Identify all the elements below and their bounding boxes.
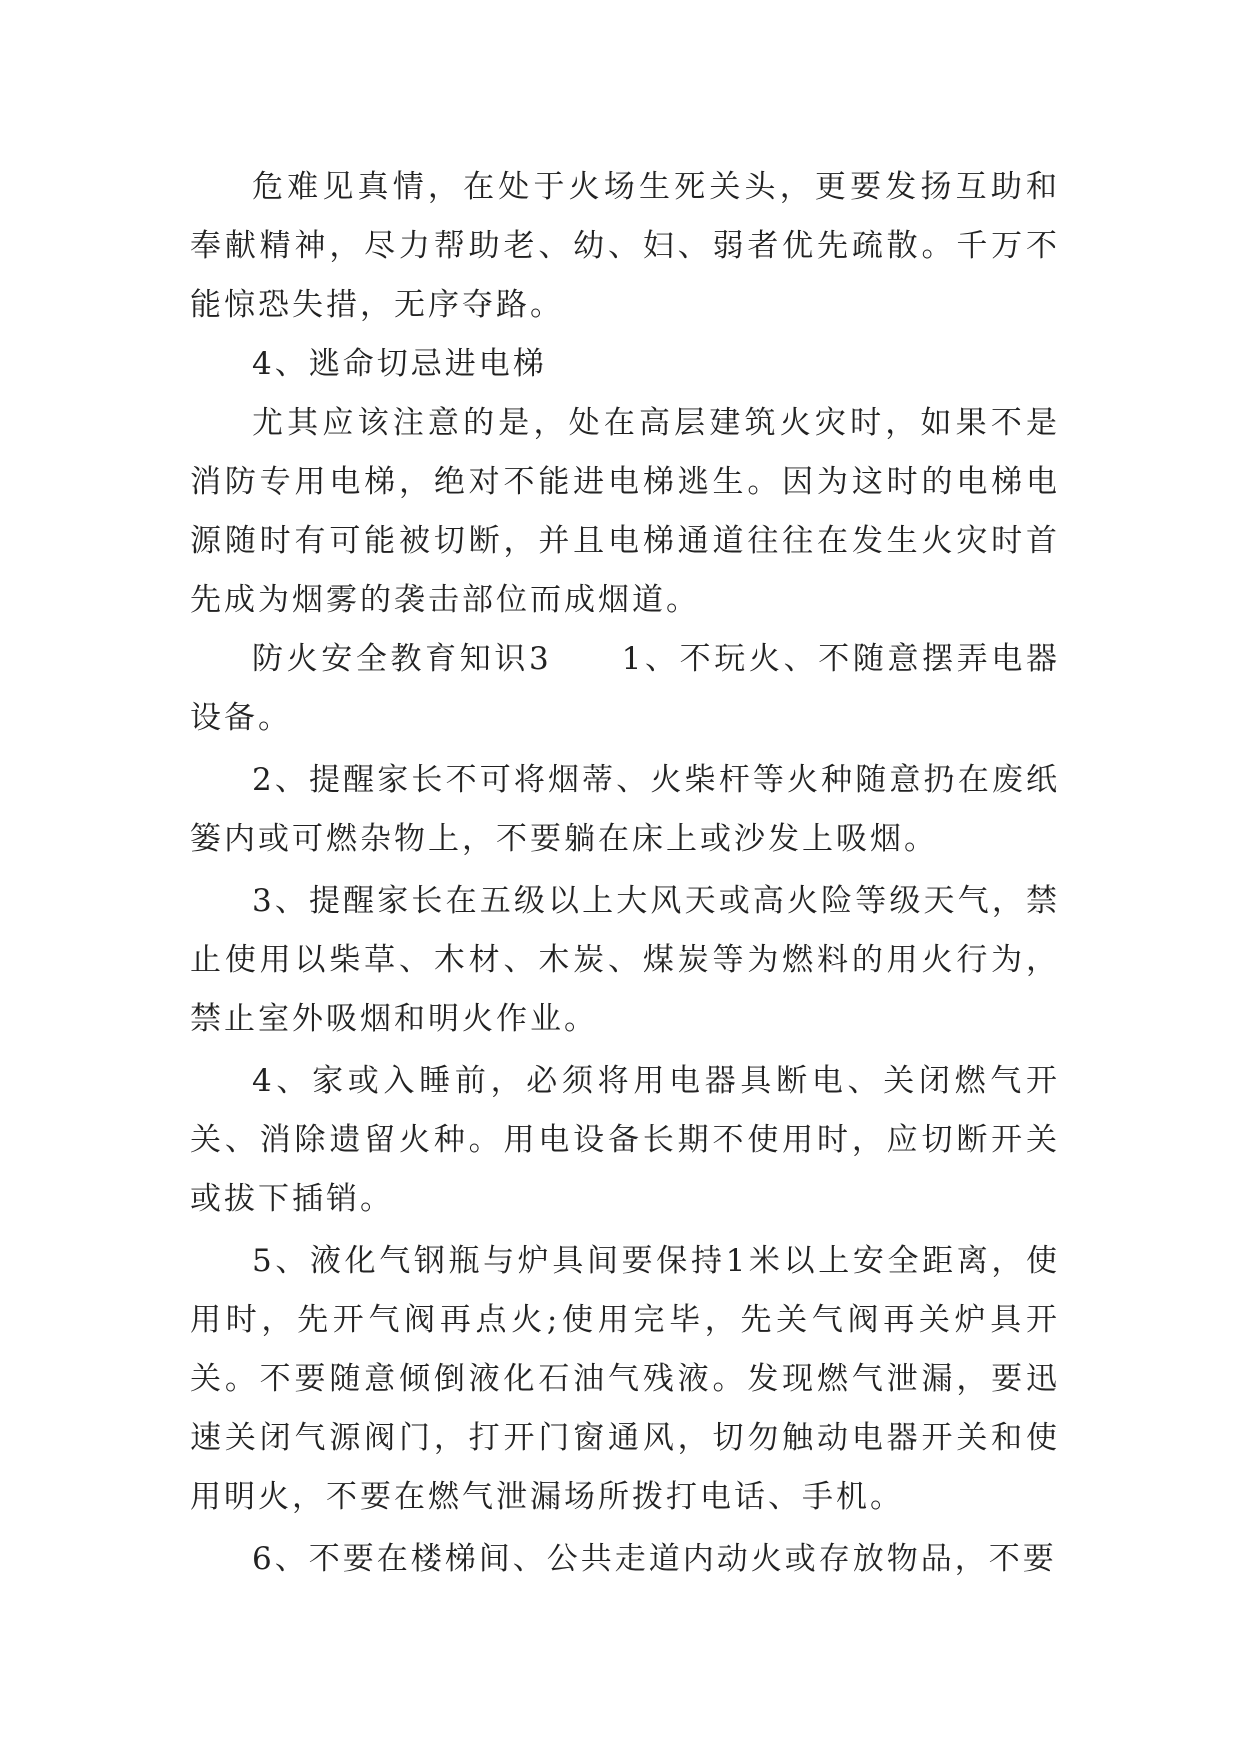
paragraph-gas-cylinder: 5、液化气钢瓶与炉具间要保持1米以上安全距离，使用时，先开气阀再点火;使用完毕，先关气阀再关炉具开关。不要随意倾倒液化石油气残液。发现燃气泄漏，要迅速关闭气源阀门，打开门窗通风，切勿触动电器开关和使用明火，不要在燃气泄漏场所拨打电话、手机。 [190,1243,1060,1515]
paragraph-fire-safety-knowledge-3: 防火安全教育知识3 1、不玩火、不随意摆弄电器设备。 [190,641,1060,736]
paragraph-windy-weather: 3、提醒家长在五级以上大风天或高火险等级天气，禁止使用以柴草、木材、木炭、煤炭等为燃料的用火行为，禁止室外吸烟和明火作业。 [190,883,1060,1037]
paragraph-power-off: 4、家或入睡前，必须将用电器具断电、关闭燃气开关、消除遗留火种。用电设备长期不使用时，应切断开关或拔下插销。 [190,1063,1060,1217]
paragraph-mutual-aid: 危难见真情，在处于火场生死关头，更要发扬互助和奉献精神，尽力帮助老、幼、妇、弱者优先疏散。千万不能惊恐失措，无序夺路。 [190,169,1060,323]
paragraph-cigarette-warning: 2、提醒家长不可将烟蒂、火柴杆等火种随意扔在废纸篓内或可燃杂物上，不要躺在床上或沙发上吸烟。 [190,762,1060,857]
document-body [190,158,1060,1589]
paragraph-elevator-warning: 尤其应该注意的是，处在高层建筑火灾时，如果不是消防专用电梯，绝对不能进电梯逃生。因为这时的电梯电源随时有可能被切断，并且电梯通道往往在发生火灾时首先成为烟雾的袭击部位而成烟道。 [190,405,1060,618]
heading-avoid-elevator: 4、逃命切忌进电梯 [252,346,547,382]
paragraph-stairwell: 6、不要在楼梯间、公共走道内动火或存放物品，不要 [252,1541,1057,1577]
